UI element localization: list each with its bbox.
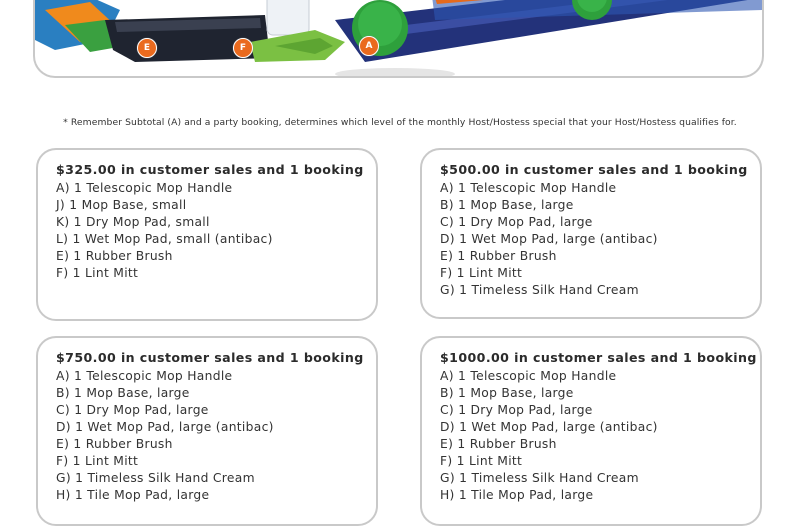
card-item-list xyxy=(56,180,376,282)
list-item: C) 1 Dry Mop Pad, large xyxy=(56,403,209,417)
reward-card-500 xyxy=(420,148,762,319)
marker-f: F xyxy=(233,38,253,58)
card-title: $500.00 in customer sales and 1 booking xyxy=(440,162,748,177)
marker-e: E xyxy=(137,38,157,58)
list-item: H) 1 Tile Mop Pad, large xyxy=(440,488,594,502)
list-item: B) 1 Mop Base, large xyxy=(56,386,190,400)
list-item: F) 1 Lint Mitt xyxy=(56,266,139,280)
card-item-list xyxy=(56,368,376,504)
list-item: D) 1 Wet Mop Pad, large (antibac) xyxy=(440,420,658,434)
card-item-list xyxy=(440,180,760,299)
qualification-note: * Remember Subtotal (A) and a party booking, determines which level of the monthly Host/Hostess special that your Host/Hostess qualifies for. xyxy=(63,117,737,128)
list-item: F) 1 Lint Mitt xyxy=(440,266,523,280)
product-photo-frame xyxy=(33,0,764,78)
list-item: A) 1 Telescopic Mop Handle xyxy=(56,181,233,195)
list-item: E) 1 Rubber Brush xyxy=(56,249,173,263)
list-item: C) 1 Dry Mop Pad, large xyxy=(440,403,593,417)
list-item: H) 1 Tile Mop Pad, large xyxy=(56,488,210,502)
list-item: J) 1 Mop Base, small xyxy=(56,198,187,212)
list-item: E) 1 Rubber Brush xyxy=(56,437,173,451)
reward-card-325 xyxy=(36,148,378,321)
list-item: B) 1 Mop Base, large xyxy=(440,386,574,400)
list-item: B) 1 Mop Base, large xyxy=(440,198,574,212)
card-item-list xyxy=(440,368,760,504)
list-item: G) 1 Timeless Silk Hand Cream xyxy=(440,283,639,297)
list-item: A) 1 Telescopic Mop Handle xyxy=(440,369,617,383)
list-item: E) 1 Rubber Brush xyxy=(440,437,557,451)
list-item: F) 1 Lint Mitt xyxy=(56,454,139,468)
reward-card-1000 xyxy=(420,336,762,526)
list-item: E) 1 Rubber Brush xyxy=(440,249,557,263)
marker-a: A xyxy=(359,36,379,56)
card-title: $1000.00 in customer sales and 1 booking xyxy=(440,350,757,365)
list-item: K) 1 Dry Mop Pad, small xyxy=(56,215,210,229)
list-item: G) 1 Timeless Silk Hand Cream xyxy=(440,471,639,485)
list-item: A) 1 Telescopic Mop Handle xyxy=(440,181,617,195)
list-item: G) 1 Timeless Silk Hand Cream xyxy=(56,471,255,485)
list-item: A) 1 Telescopic Mop Handle xyxy=(56,369,233,383)
list-item: L) 1 Wet Mop Pad, small (antibac) xyxy=(56,232,273,246)
reward-card-750 xyxy=(36,336,378,526)
list-item: F) 1 Lint Mitt xyxy=(440,454,523,468)
list-item: D) 1 Wet Mop Pad, large (antibac) xyxy=(440,232,658,246)
card-title: $750.00 in customer sales and 1 booking xyxy=(56,350,364,365)
list-item: C) 1 Dry Mop Pad, large xyxy=(440,215,593,229)
list-item: D) 1 Wet Mop Pad, large (antibac) xyxy=(56,420,274,434)
card-title: $325.00 in customer sales and 1 booking xyxy=(56,162,364,177)
